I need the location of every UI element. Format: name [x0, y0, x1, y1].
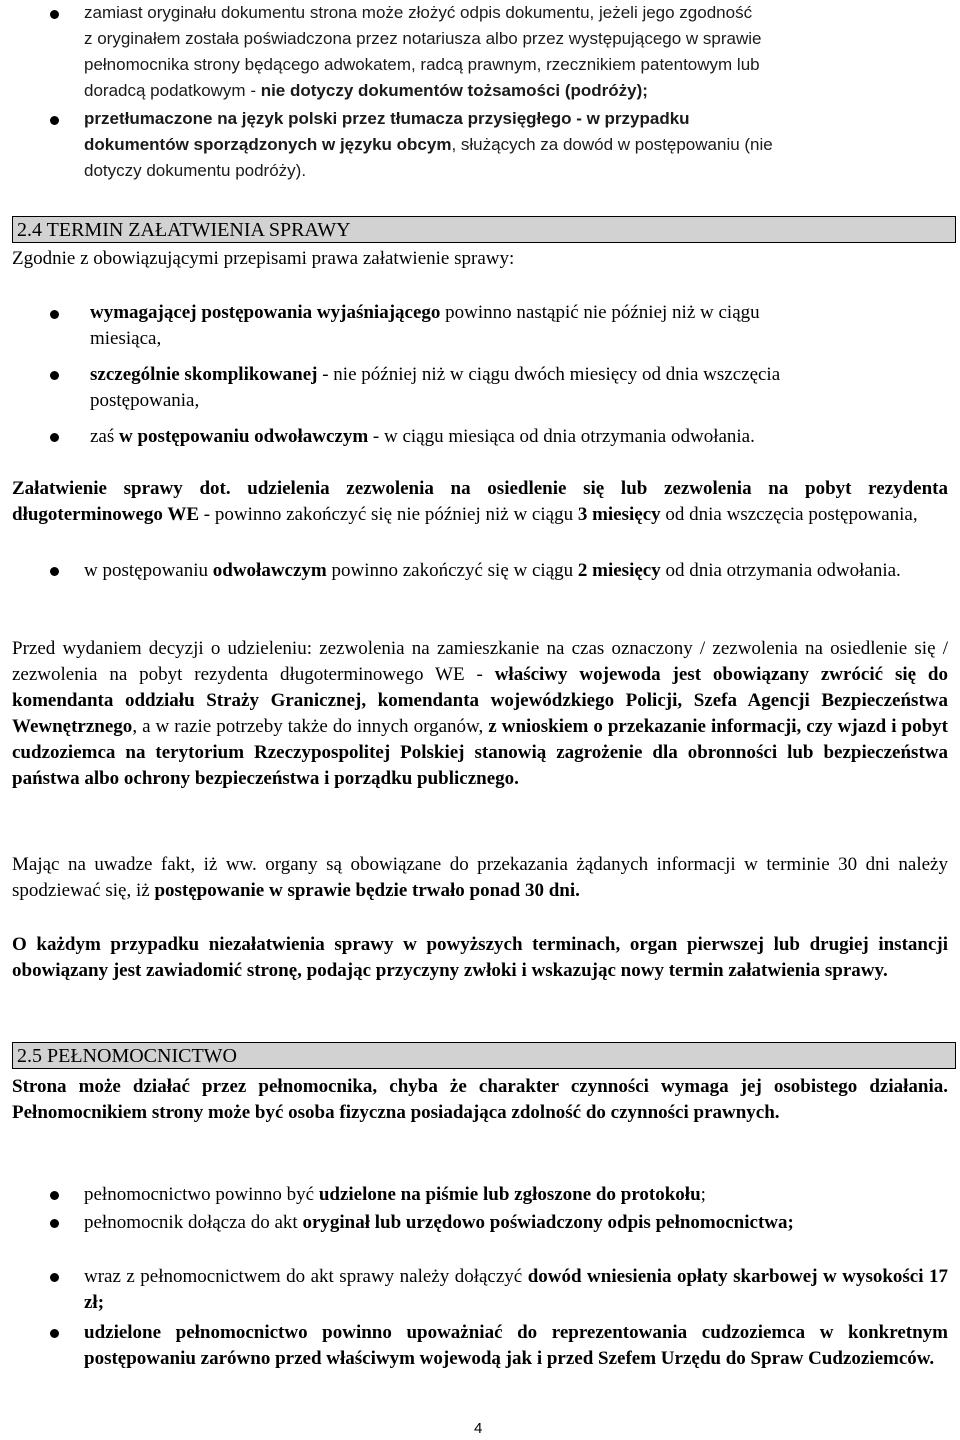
intro-text — [12, 246, 948, 272]
section-heading: 2.4 TERMIN ZAŁATWIENIA SPRAWY — [17, 219, 351, 241]
text-line: pełnomocnika strony będącego adwokatem, radcą prawnym, rzecznikiem patentowym lub — [84, 55, 760, 74]
paragraph — [12, 636, 948, 792]
text-bold: właściwy wojewoda jest obowiązany zwrócić się do komendanta oddziału Straży Granicznej, komendanta wojewódzkiego Policji, Szefa Agencji Bezpieczeństwa Wewnętrznego — [12, 664, 948, 737]
text-line: w postępowaniu — [84, 560, 213, 581]
bullet-item-tlumaczenie — [84, 106, 948, 184]
text-bold: dowód wniesienia opłaty skarbowej w wysokości 17 zł; — [84, 1266, 949, 1313]
text-line: miesiąca, — [90, 328, 162, 349]
bullet-dot — [50, 567, 59, 576]
text-line: - nie później niż w ciągu dwóch miesięcy od dnia wszczęcia — [317, 364, 781, 385]
paragraph — [12, 1074, 948, 1126]
text-line: , służących za dowód w postępowaniu (nie — [451, 135, 773, 154]
text-line: - w ciągu miesiąca od dnia otrzymania odwołania. — [368, 426, 755, 447]
bullet-dot — [50, 1219, 59, 1228]
text-bold: wymagającej postępowania wyjaśniającego — [90, 302, 441, 323]
list-item — [84, 558, 948, 584]
text-bold: przetłumaczone na język polski przez tłumacza przysięgłego - w przypadku — [84, 109, 690, 128]
text-line: pełnomocnictwo powinno być — [84, 1184, 319, 1205]
text-line: zamiast oryginału dokumentu strona może złożyć odpis dokumentu, jeżeli jego zgodność — [84, 3, 753, 22]
bullet-dot — [50, 10, 59, 19]
text-line: ; — [700, 1184, 706, 1205]
section-heading-box — [12, 1042, 956, 1069]
bullet-item-odpis — [84, 0, 948, 104]
bullet-dot — [50, 1191, 59, 1200]
text-bold: nie dotyczy dokumentów tożsamości (podróży); — [260, 81, 648, 100]
paragraph — [12, 932, 948, 984]
list-item — [90, 300, 948, 352]
text-line: postępowania, — [90, 390, 200, 411]
list-item — [84, 1182, 948, 1208]
list-item — [84, 1210, 948, 1236]
text-bold: oryginał lub urzędowo poświadczony odpis pełnomocnictwa; — [302, 1212, 794, 1233]
text-bold: szczególnie skomplikowanej — [90, 364, 318, 385]
text-bold: z wnioskiem o przekazanie informacji, czy wjazd i pobyt cudzoziemca na terytorium Rzeczypospolitej Polskiej stanowią zagrożenie dla obronności lub bezpieczeństwa państwa albo ochrony bezpieczeństwa i porządku publicznego. — [12, 716, 948, 789]
text-bold: udzielone pełnomocnictwo powinno upoważniać do reprezentowania cudzoziemca w konkretnym postępowaniu zarówno przed właściwym wojewodą jak i przed Szefem Urzędu do Spraw Cudzoziemców. — [84, 1322, 948, 1369]
text-bold: postępowanie w sprawie będzie trwało ponad 30 dni. — [154, 880, 580, 901]
text-bold: udzielone na piśmie lub zgłoszone do protokołu — [318, 1184, 701, 1205]
bullet-dot — [50, 1329, 59, 1338]
paragraph — [12, 476, 948, 528]
bullet-dot — [50, 116, 59, 125]
list-item — [90, 362, 948, 414]
text-bold: odwoławczym — [212, 560, 327, 581]
text-line: pełnomocnik dołącza do akt — [84, 1212, 303, 1233]
text-line: zaś — [90, 426, 120, 447]
text-line: powinno nastąpić nie później niż w ciągu — [440, 302, 760, 323]
text-line: dotyczy dokumentu podróży). — [84, 161, 307, 180]
bullet-dot — [50, 310, 59, 319]
intro-line: Zgodnie z obowiązującymi przepisami prawa załatwienie sprawy: — [12, 248, 515, 269]
text-bold: w postępowaniu odwoławczym — [119, 426, 369, 447]
text-line: , a w razie potrzeby także do innych organów, — [132, 716, 489, 737]
text-bold: 2 miesięcy — [577, 560, 661, 581]
text-line: Przed wydaniem decyzji o udzieleniu: zezwolenia na zamieszkanie na czas oznaczony / zezwolenia na osiedlenie się / zezwolenia na pobyt rezydenta długoterminowego WE - — [12, 638, 948, 685]
list-item — [84, 1320, 948, 1372]
text-line: Mając na uwadze fakt, iż ww. organy są obowiązane do przekazania żądanych informacji w terminie 30 dni należy spodziewać się, iż — [12, 854, 948, 901]
paragraph — [12, 852, 948, 904]
text-line: - powinno zakończyć się nie później niż w ciągu — [199, 504, 578, 525]
page-number: 4 — [474, 1420, 483, 1437]
text-line: od dnia wszczęcia postępowania, — [660, 504, 918, 525]
text-line: powinno zakończyć się w ciągu — [326, 560, 578, 581]
text-bold: Załatwienie sprawy dot. udzielenia zezwolenia na osiedlenie się lub zezwolenia na pobyt rezydenta długoterminowego WE — [12, 478, 948, 525]
text-line: wraz z pełnomocnictwem do akt sprawy należy dołączyć — [84, 1266, 528, 1287]
text-bold: dokumentów sporządzonych w języku obcym — [84, 135, 452, 154]
text-line: z oryginałem została poświadczona przez notariusza albo przez występującego w sprawie — [84, 29, 762, 48]
text-bold: O każdym przypadku niezałatwienia sprawy w powyższych terminach, organ pierwszej lub drugiej instancji obowiązany jest zawiadomić stronę, podając przyczyny zwłoki i wskazując nowy termin załatwienia sprawy. — [12, 934, 948, 981]
text-line: doradcą podatkowym - — [84, 81, 261, 100]
bullet-dot — [50, 433, 59, 442]
text-line: od dnia otrzymania odwołania. — [660, 560, 901, 581]
bullet-dot — [50, 371, 59, 380]
section-heading-box — [12, 216, 956, 243]
list-item — [90, 424, 948, 450]
text-bold: 3 miesięcy — [577, 504, 661, 525]
section-heading: 2.5 PEŁNOMOCNICTWO — [17, 1045, 237, 1067]
bullet-dot — [50, 1273, 59, 1282]
text-bold: Strona może działać przez pełnomocnika, chyba że charakter czynności wymaga jej osobistego działania. Pełnomocnikiem strony może być osoba fizyczna posiadająca zdolność do czynności prawnych. — [12, 1076, 948, 1123]
list-item — [84, 1264, 948, 1316]
